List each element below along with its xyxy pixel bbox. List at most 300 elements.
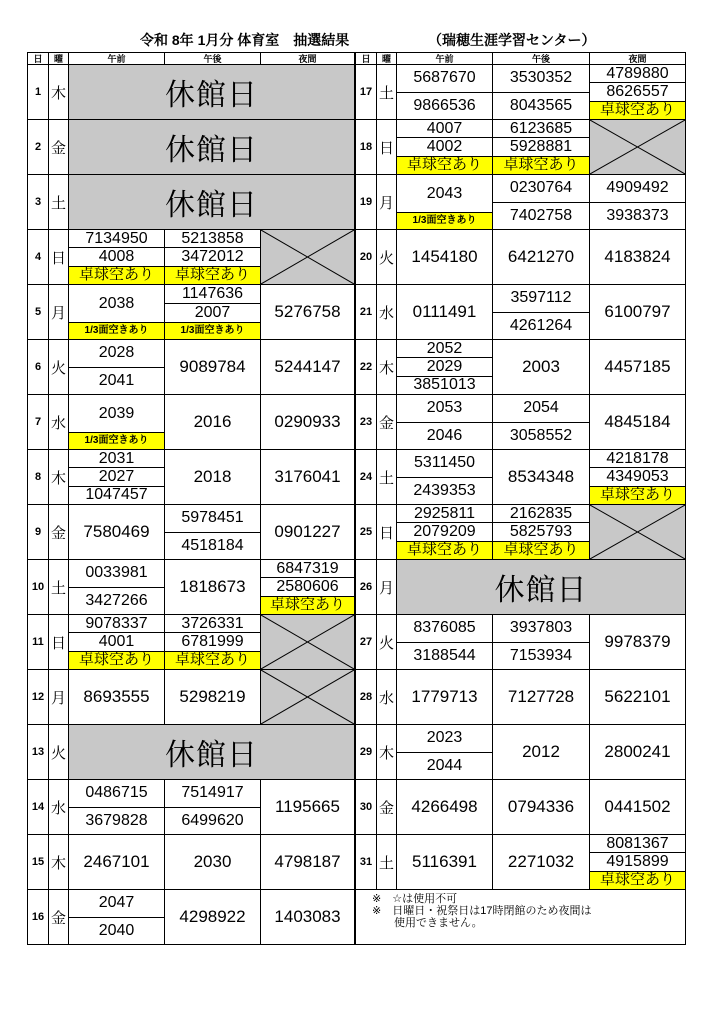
weekday: 月 — [377, 560, 397, 615]
lottery-number: 2018 — [193, 467, 232, 486]
day-number: 6 — [28, 340, 49, 395]
footnotes — [372, 893, 682, 929]
weekday: 火 — [377, 615, 397, 670]
lottery-number: 2016 — [193, 412, 232, 431]
day-row — [356, 120, 686, 175]
afternoon-cell — [493, 120, 590, 175]
weekday: 金 — [377, 780, 397, 835]
afternoon-cell — [165, 230, 261, 285]
note-line: 使用できません。 — [372, 917, 483, 929]
header-day: 日 — [28, 53, 49, 65]
night-cell — [261, 560, 355, 615]
header-day: 日 — [356, 53, 377, 65]
night-cell — [261, 340, 355, 395]
lottery-number: 5213858 — [181, 229, 244, 247]
afternoon-cell — [165, 670, 261, 725]
day-number: 31 — [356, 835, 377, 890]
lottery-number: 2925811 — [413, 504, 476, 522]
lottery-number: 1454180 — [411, 247, 478, 266]
day-number: 25 — [356, 505, 377, 560]
lottery-number: 1818673 — [179, 577, 246, 596]
weekday: 日 — [377, 505, 397, 560]
weekday: 火 — [377, 230, 397, 285]
morning-cell — [69, 890, 165, 945]
weekday: 月 — [377, 175, 397, 230]
day-number: 5 — [28, 285, 49, 340]
title-facility: （瑞穂生涯学習センター） — [428, 32, 596, 48]
lottery-number: 0111491 — [412, 302, 477, 321]
night-cell — [590, 780, 686, 835]
day-row — [28, 285, 355, 340]
lottery-number: 0230764 — [509, 179, 573, 197]
night-cell — [261, 395, 355, 450]
weekday: 日 — [377, 120, 397, 175]
day-number: 17 — [356, 65, 377, 120]
lottery-number: 2040 — [69, 917, 164, 945]
afternoon-cell — [165, 395, 261, 450]
day-number: 2 — [28, 120, 49, 175]
availability-badge: 1/3面空きあり — [397, 212, 492, 229]
lottery-number: 3679828 — [69, 807, 164, 835]
header-afternoon: 午後 — [493, 53, 590, 65]
morning-cell — [69, 670, 165, 725]
unavailable-cross-icon — [261, 230, 355, 285]
lottery-number: 4266498 — [411, 797, 478, 816]
lottery-number: 3472012 — [165, 247, 260, 265]
morning-cell — [69, 450, 165, 505]
day-number: 1 — [28, 65, 49, 120]
morning-cell — [397, 670, 493, 725]
lottery-number: 4789880 — [606, 64, 669, 82]
lottery-number: 3427266 — [69, 587, 164, 615]
lottery-number: 2007 — [165, 303, 260, 322]
availability-badge: 卓球空あり — [69, 266, 164, 284]
night-cell — [590, 395, 686, 450]
weekday: 水 — [377, 285, 397, 340]
lottery-number: 6421270 — [507, 247, 575, 266]
lottery-number: 0794336 — [507, 797, 575, 816]
night-cell — [590, 450, 686, 505]
lottery-number: 4845184 — [604, 412, 671, 431]
availability-badge: 卓球空あり — [165, 651, 260, 669]
lottery-number: 4183824 — [604, 247, 671, 266]
schedule-table-right — [355, 52, 686, 945]
lottery-number: 3176041 — [274, 467, 341, 486]
day-number: 14 — [28, 780, 49, 835]
afternoon-cell — [493, 340, 590, 395]
day-row — [356, 340, 686, 395]
day-row — [28, 890, 355, 945]
lottery-number: 8693555 — [83, 687, 150, 706]
unavailable-cross-icon — [261, 615, 355, 670]
lottery-number: 7580469 — [83, 522, 150, 541]
morning-cell — [69, 340, 165, 395]
afternoon-cell — [165, 835, 261, 890]
weekday: 金 — [49, 120, 69, 175]
lottery-number: 4261264 — [493, 312, 589, 340]
weekday: 木 — [377, 340, 397, 395]
day-number: 7 — [28, 395, 49, 450]
afternoon-cell — [165, 560, 261, 615]
day-row — [356, 725, 686, 780]
weekday: 土 — [377, 65, 397, 120]
closed-day-cell: 休館日 — [397, 560, 686, 615]
afternoon-cell — [493, 505, 590, 560]
night-cell — [590, 670, 686, 725]
page-title — [0, 30, 724, 48]
weekday: 木 — [49, 450, 69, 505]
night-cell — [590, 340, 686, 395]
night-cell — [261, 450, 355, 505]
lottery-number: 4298922 — [179, 907, 246, 926]
morning-cell — [397, 230, 493, 285]
day-row — [28, 725, 355, 780]
availability-badge: 1/3面空きあり — [69, 432, 164, 449]
day-number: 12 — [28, 670, 49, 725]
lottery-number: 5825793 — [493, 522, 589, 540]
closed-day-cell: 休館日 — [69, 725, 355, 780]
lottery-number: 5978451 — [181, 509, 244, 527]
lottery-number: 2029 — [397, 357, 492, 375]
night-cell — [590, 230, 686, 285]
day-row — [28, 560, 355, 615]
weekday: 土 — [49, 175, 69, 230]
lottery-number: 0033981 — [85, 564, 148, 582]
header-night: 夜間 — [590, 53, 686, 65]
lottery-number: 7514917 — [181, 784, 244, 802]
lottery-number: 9078337 — [85, 614, 148, 632]
weekday: 金 — [377, 395, 397, 450]
day-number: 9 — [28, 505, 49, 560]
morning-cell — [397, 615, 493, 670]
day-row — [28, 670, 355, 725]
closed-day-cell: 休館日 — [69, 120, 355, 175]
weekday: 金 — [49, 890, 69, 945]
lottery-number: 3938373 — [590, 202, 685, 230]
day-row — [356, 615, 686, 670]
afternoon-cell — [165, 780, 261, 835]
night-cell — [590, 175, 686, 230]
lottery-number: 1195665 — [275, 797, 340, 816]
weekday: 木 — [49, 65, 69, 120]
day-row — [28, 450, 355, 505]
lottery-number: 5244147 — [274, 357, 341, 376]
afternoon-cell — [493, 230, 590, 285]
unavailable-cross-icon — [590, 505, 686, 560]
morning-cell — [397, 175, 493, 230]
weekday: 月 — [49, 670, 69, 725]
lottery-number: 2027 — [69, 467, 164, 485]
day-number: 18 — [356, 120, 377, 175]
header-weekday: 曜 — [49, 53, 69, 65]
morning-cell — [69, 560, 165, 615]
note-line: ※ ☆は使用不可 — [372, 893, 458, 905]
lottery-number: 0441502 — [604, 797, 671, 816]
day-number: 10 — [28, 560, 49, 615]
day-number: 21 — [356, 285, 377, 340]
day-number: 27 — [356, 615, 377, 670]
lottery-number: 4798187 — [274, 852, 341, 871]
lottery-number: 4008 — [69, 247, 164, 265]
lottery-number: 1147636 — [181, 285, 244, 302]
lottery-number: 2023 — [426, 729, 463, 747]
day-row — [28, 395, 355, 450]
morning-cell — [69, 230, 165, 285]
availability-badge: 卓球空あり — [397, 156, 492, 174]
lottery-number: 5622101 — [604, 687, 671, 706]
morning-cell — [69, 615, 165, 670]
day-row — [28, 340, 355, 395]
afternoon-cell — [165, 615, 261, 670]
header-morning: 午前 — [397, 53, 493, 65]
lottery-number: 3188544 — [397, 642, 492, 670]
lottery-number: 8626557 — [590, 82, 685, 100]
night-cell — [261, 285, 355, 340]
unavailable-cross-icon — [261, 670, 355, 725]
day-row — [356, 395, 686, 450]
lottery-number: 6100797 — [604, 302, 671, 321]
availability-badge: 卓球空あり — [261, 596, 354, 614]
day-number: 24 — [356, 450, 377, 505]
availability-badge: 卓球空あり — [493, 541, 589, 559]
lottery-number: 0901227 — [274, 522, 341, 541]
lottery-number: 2041 — [69, 367, 164, 395]
afternoon-cell — [493, 780, 590, 835]
night-cell — [590, 615, 686, 670]
morning-cell — [69, 780, 165, 835]
weekday: 水 — [377, 670, 397, 725]
day-row — [356, 230, 686, 285]
afternoon-cell — [493, 670, 590, 725]
day-row — [28, 175, 355, 230]
morning-cell — [397, 395, 493, 450]
afternoon-cell — [493, 615, 590, 670]
morning-cell — [69, 395, 165, 450]
lottery-number: 4007 — [426, 119, 463, 137]
lottery-number: 4218178 — [606, 449, 669, 467]
lottery-number: 2028 — [98, 344, 135, 362]
day-row — [356, 65, 686, 120]
afternoon-cell — [493, 65, 590, 120]
availability-badge: 卓球空あり — [590, 871, 685, 889]
lottery-number: 5928881 — [493, 137, 589, 155]
lottery-number: 6847319 — [276, 559, 339, 577]
lottery-number: 6123685 — [509, 119, 573, 137]
day-row — [356, 835, 686, 890]
weekday: 金 — [49, 505, 69, 560]
availability-badge: 1/3面空きあり — [165, 322, 260, 339]
night-cell — [590, 725, 686, 780]
lottery-number: 2030 — [193, 852, 232, 871]
day-number: 29 — [356, 725, 377, 780]
day-row — [28, 120, 355, 175]
lottery-number: 1779713 — [411, 687, 478, 706]
lottery-number: 2043 — [426, 184, 463, 202]
header-morning: 午前 — [69, 53, 165, 65]
night-cell — [261, 780, 355, 835]
afternoon-cell — [493, 835, 590, 890]
afternoon-cell — [493, 285, 590, 340]
weekday: 月 — [49, 285, 69, 340]
availability-badge: 卓球空あり — [590, 101, 685, 119]
lottery-number: 8043565 — [493, 92, 589, 120]
lottery-number: 0290933 — [274, 412, 341, 431]
day-row — [28, 780, 355, 835]
morning-cell — [397, 340, 493, 395]
day-row — [356, 285, 686, 340]
weekday: 木 — [377, 725, 397, 780]
header-night: 夜間 — [261, 53, 355, 65]
lottery-number: 3726331 — [181, 614, 244, 632]
day-row — [28, 835, 355, 890]
day-number: 23 — [356, 395, 377, 450]
day-number: 16 — [28, 890, 49, 945]
day-row — [28, 505, 355, 560]
day-row — [28, 230, 355, 285]
day-number: 28 — [356, 670, 377, 725]
afternoon-cell — [165, 450, 261, 505]
lottery-number: 8534348 — [507, 467, 575, 486]
header-afternoon: 午後 — [165, 53, 261, 65]
afternoon-cell — [493, 395, 590, 450]
lottery-number: 9089784 — [179, 357, 246, 376]
lottery-number: 3530352 — [509, 69, 573, 87]
weekday: 日 — [49, 230, 69, 285]
lottery-number: 3937803 — [509, 619, 573, 637]
day-number: 3 — [28, 175, 49, 230]
lottery-number: 4909492 — [606, 179, 669, 197]
lottery-number: 8376085 — [413, 619, 476, 637]
lottery-number: 3851013 — [397, 376, 492, 394]
morning-cell — [69, 505, 165, 560]
weekday: 日 — [49, 615, 69, 670]
day-row — [28, 615, 355, 670]
morning-cell — [397, 835, 493, 890]
lottery-number: 1403083 — [274, 907, 341, 926]
day-number: 11 — [28, 615, 49, 670]
lottery-number: 3597112 — [510, 289, 572, 307]
weekday: 土 — [377, 450, 397, 505]
lottery-number: 4915899 — [590, 852, 685, 870]
morning-cell — [397, 725, 493, 780]
morning-cell — [397, 780, 493, 835]
lottery-number: 2162835 — [509, 504, 573, 522]
day-number: 20 — [356, 230, 377, 285]
night-cell — [261, 505, 355, 560]
availability-badge: 卓球空あり — [493, 156, 589, 174]
availability-badge: 卓球空あり — [590, 486, 685, 504]
lottery-number: 2046 — [397, 422, 492, 450]
night-cell — [261, 890, 355, 945]
day-number: 8 — [28, 450, 49, 505]
lottery-number: 4518184 — [165, 532, 260, 560]
night-cell — [590, 285, 686, 340]
lottery-number: 8081367 — [606, 834, 669, 852]
header-weekday: 曜 — [377, 53, 397, 65]
lottery-number: 9866536 — [397, 92, 492, 120]
night-cell — [590, 65, 686, 120]
weekday: 水 — [49, 780, 69, 835]
day-number: 13 — [28, 725, 49, 780]
lottery-number: 2800241 — [604, 742, 671, 761]
lottery-number: 1047457 — [69, 486, 164, 504]
lottery-number: 2012 — [522, 742, 560, 761]
day-number: 19 — [356, 175, 377, 230]
day-number: 4 — [28, 230, 49, 285]
lottery-number: 2003 — [522, 357, 560, 376]
day-number: 22 — [356, 340, 377, 395]
weekday: 水 — [49, 395, 69, 450]
lottery-number: 5116391 — [412, 852, 477, 871]
afternoon-cell — [493, 450, 590, 505]
schedule-table-left — [27, 52, 355, 945]
afternoon-cell — [165, 890, 261, 945]
lottery-number: 2031 — [98, 449, 135, 467]
lottery-number: 5276758 — [274, 302, 341, 321]
lottery-number: 2580606 — [261, 577, 354, 595]
afternoon-cell — [165, 505, 261, 560]
lottery-number: 7127728 — [507, 687, 575, 706]
lottery-number: 3058552 — [493, 422, 589, 450]
morning-cell — [69, 285, 165, 340]
lottery-number: 2052 — [426, 339, 463, 357]
lottery-number: 2271032 — [507, 852, 575, 871]
lottery-number: 5298219 — [179, 687, 246, 706]
closed-day-cell: 休館日 — [69, 175, 355, 230]
availability-badge: 卓球空あり — [397, 541, 492, 559]
afternoon-cell — [493, 725, 590, 780]
lottery-number: 4457185 — [604, 357, 671, 376]
lottery-number: 0486715 — [85, 784, 148, 802]
availability-badge: 卓球空あり — [69, 651, 164, 669]
weekday: 火 — [49, 725, 69, 780]
availability-badge: 1/3面空きあり — [69, 322, 164, 339]
weekday: 木 — [49, 835, 69, 890]
lottery-number: 6499620 — [165, 807, 260, 835]
morning-cell — [397, 505, 493, 560]
lottery-number: 5311450 — [413, 454, 476, 472]
morning-cell — [69, 835, 165, 890]
morning-cell — [397, 450, 493, 505]
day-row — [28, 65, 355, 120]
afternoon-cell — [165, 285, 261, 340]
title-main: 令和 8年 1月分 体育室 抽選結果 — [140, 32, 350, 48]
weekday: 火 — [49, 340, 69, 395]
availability-badge: 卓球空あり — [165, 266, 260, 284]
lottery-number: 2039 — [98, 404, 135, 422]
morning-cell — [397, 120, 493, 175]
lottery-number: 2047 — [98, 894, 135, 912]
lottery-number: 7134950 — [85, 229, 148, 247]
day-row — [356, 560, 686, 615]
lottery-number: 5687670 — [413, 69, 476, 87]
note-line: ※ 日曜日・祝祭日は17時閉館のため夜間は — [372, 905, 592, 917]
lottery-number: 2079209 — [397, 522, 492, 540]
day-number: 30 — [356, 780, 377, 835]
weekday: 土 — [377, 835, 397, 890]
lottery-number: 6781999 — [165, 632, 260, 650]
unavailable-cross-icon — [590, 120, 686, 175]
lottery-number: 4349053 — [590, 467, 685, 485]
lottery-number: 2053 — [426, 399, 463, 417]
closed-day-cell: 休館日 — [69, 65, 355, 120]
afternoon-cell — [165, 340, 261, 395]
afternoon-cell — [493, 175, 590, 230]
lottery-number: 2038 — [98, 294, 135, 312]
lottery-number: 2054 — [523, 399, 559, 417]
morning-cell — [397, 65, 493, 120]
day-row — [356, 670, 686, 725]
